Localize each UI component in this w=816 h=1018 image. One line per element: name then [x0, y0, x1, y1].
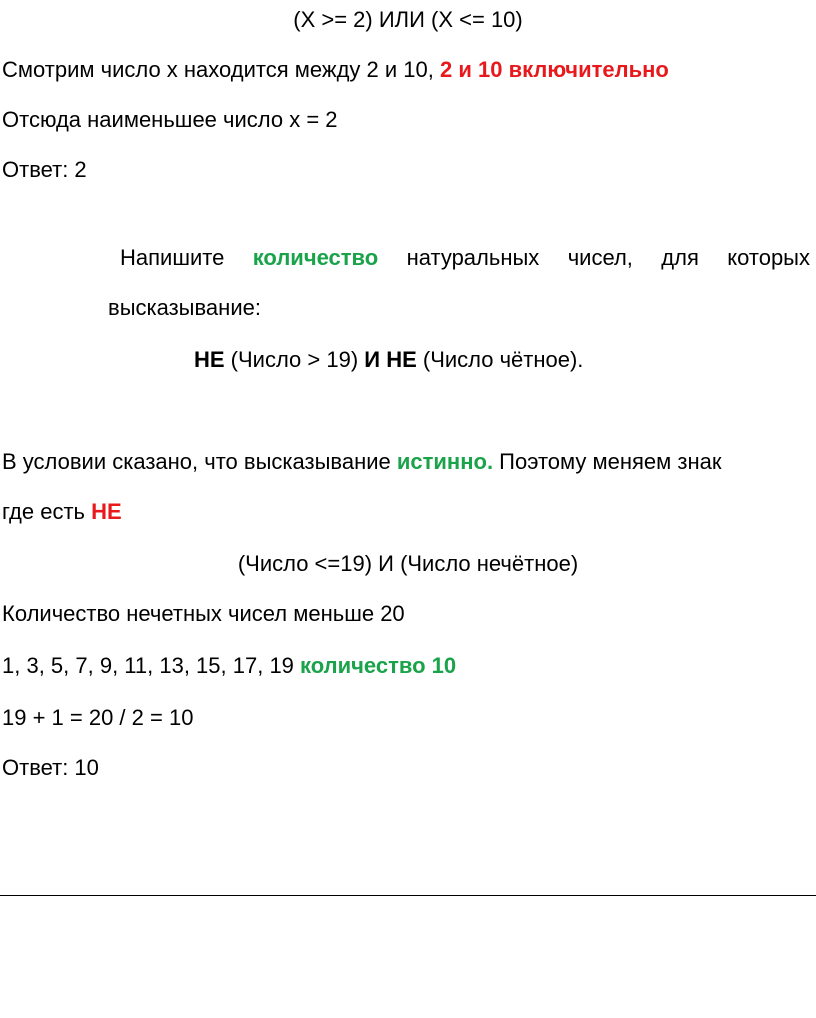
odd-list-line: [2, 652, 456, 680]
task-word: которых: [727, 245, 810, 270]
answer-2: Ответ: 10: [2, 755, 99, 780]
expression-title: (X >= 2) ИЛИ (X <= 10): [293, 7, 523, 32]
condition-part: (Число чётное).: [416, 347, 584, 372]
task-condition: [194, 346, 583, 374]
true-highlight: истинно.: [396, 449, 494, 474]
page-divider: [0, 895, 816, 896]
transformed-condition: (Число <=19) И (Число нечётное): [237, 551, 579, 576]
answer-1: Ответ: 2: [2, 157, 87, 182]
task-word: чисел,: [567, 245, 633, 270]
not-highlight: НЕ: [91, 499, 122, 524]
task-line-2: высказывание:: [108, 295, 261, 320]
and-not-keyword: И НЕ: [364, 347, 417, 372]
task-line-1: [120, 244, 810, 272]
count-highlight: количество 10: [300, 653, 457, 678]
condition-part: (Число > 19): [224, 347, 365, 372]
solution-line-2: [2, 498, 122, 526]
not-keyword: НЕ: [194, 347, 225, 372]
solution-line-1: [2, 448, 722, 476]
solution-text: В условии сказано, что высказывание: [2, 449, 397, 474]
calculation-line: 19 + 1 = 20 / 2 = 10: [2, 705, 194, 730]
task-word: для: [661, 245, 699, 270]
observation-line: [2, 56, 669, 84]
inclusive-highlight: 2 и 10 включительно: [440, 57, 669, 82]
solution-text: Поэтому меняем знак: [493, 449, 722, 474]
observation-text: Смотрим число х находится между 2 и 10,: [2, 57, 440, 82]
odd-count-line: Количество нечетных чисел меньше 20: [2, 601, 405, 626]
task-word: Напишите: [120, 245, 225, 270]
task-word: натуральных: [406, 245, 540, 270]
quantity-highlight: количество: [252, 245, 379, 270]
solution-text: где есть: [2, 499, 92, 524]
min-value-line: Отсюда наименьшее число х = 2: [2, 107, 338, 132]
odd-numbers: 1, 3, 5, 7, 9, 11, 13, 15, 17, 19: [2, 653, 301, 678]
